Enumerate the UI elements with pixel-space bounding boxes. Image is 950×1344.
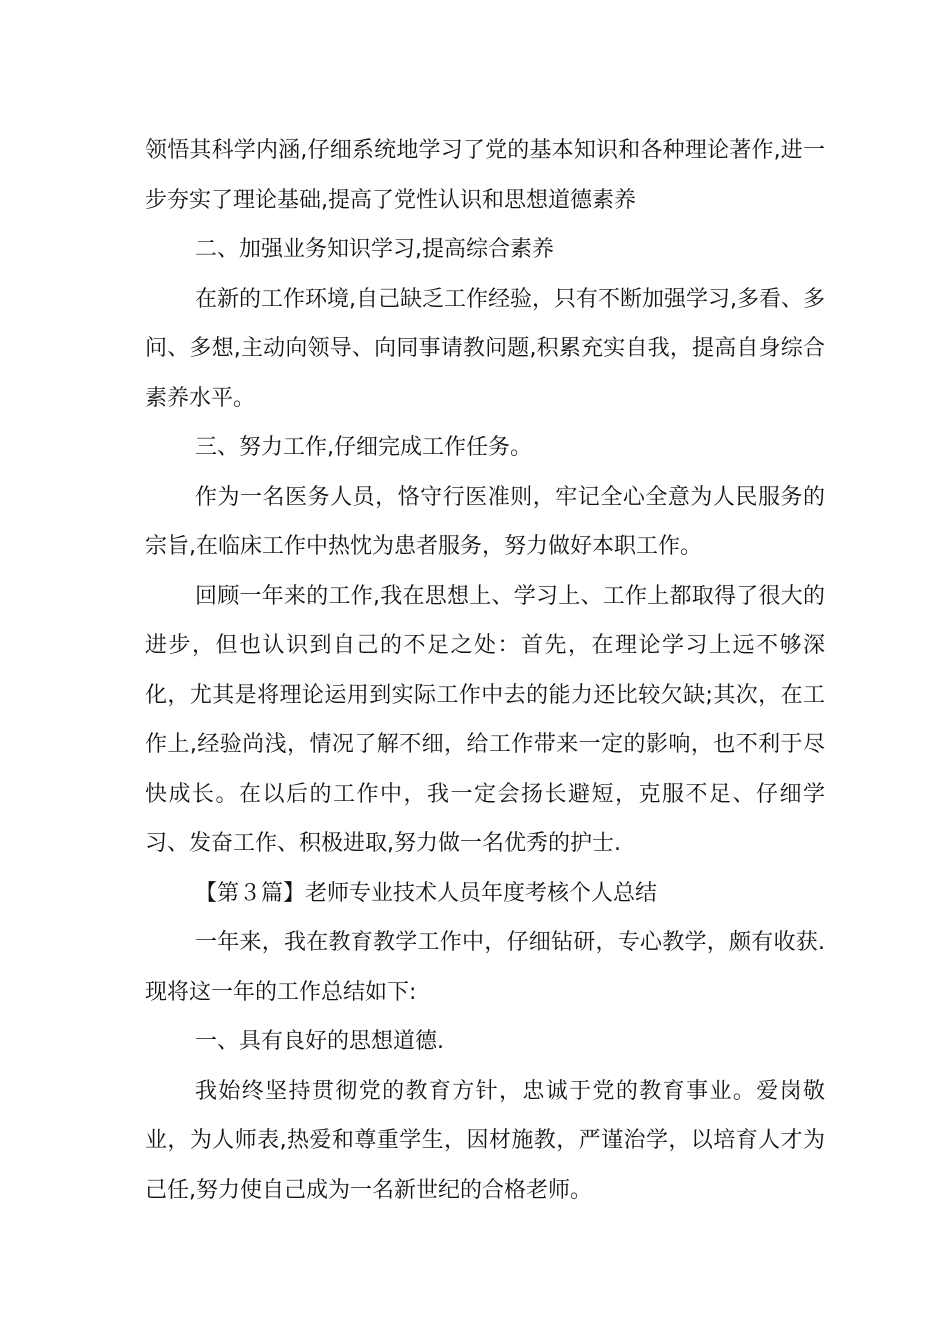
paragraph-intro: 一年来，我在教育教学工作中，仔细钻研，专心教学，颇有收获.现将这一年的工作总结如下: — [145, 930, 825, 1005]
paragraph-work-environment: 在新的工作环境,自己缺乏工作经验，只有不断加强学习,多看、多问、多想,主动向领导、向同事请教问题,积累充实自我，提高自身综合素养水平。 — [145, 286, 825, 411]
paragraph-continuation: 领悟其科学内涵,仔细系统地学习了党的基本知识和各种理论著作,进一步夯实了理论基础,提高了党性认识和思想道德素养 — [145, 138, 825, 213]
section-heading-3: 三、努力工作,仔细完成工作任务。 — [195, 435, 532, 460]
paragraph-medical-staff: 作为一名医务人员，恪守行医准则，牢记全心全意为人民服务的宗旨,在临床工作中热忱为患者服务，努力做好本职工作。 — [145, 484, 825, 559]
section-heading-2: 二、加强业务知识学习,提高综合素养 — [195, 237, 554, 262]
document-body — [145, 126, 825, 1215]
paragraph-review: 回顾一年来的工作,我在思想上、学习上、工作上都取得了很大的进步，但也认识到自己的不足之处：首先，在理论学习上远不够深化，尤其是将理论运用到实际工作中去的能力还比较欠缺;其次，在工作上,经验尚浅，情况了解不细，给工作带来一定的影响，也不利于尽快成长。在以后的工作中，我一定会扬长避短，克服不足、仔细学习、发奋工作、积极进取,努力做一名优秀的护士. — [145, 583, 825, 856]
paragraph-ethics: 我始终坚持贯彻党的教育方针，忠诚于党的教育事业。爱岗敬业，为人师表,热爱和尊重学生，因材施教，严谨治学，以培育人才为己任,努力使自己成为一名新世纪的合格老师。 — [145, 1078, 825, 1203]
article-title: 【第３篇】老师专业技术人员年度考核个人总结 — [195, 880, 658, 906]
section-heading-1: 一、具有良好的思想道德. — [195, 1029, 444, 1054]
